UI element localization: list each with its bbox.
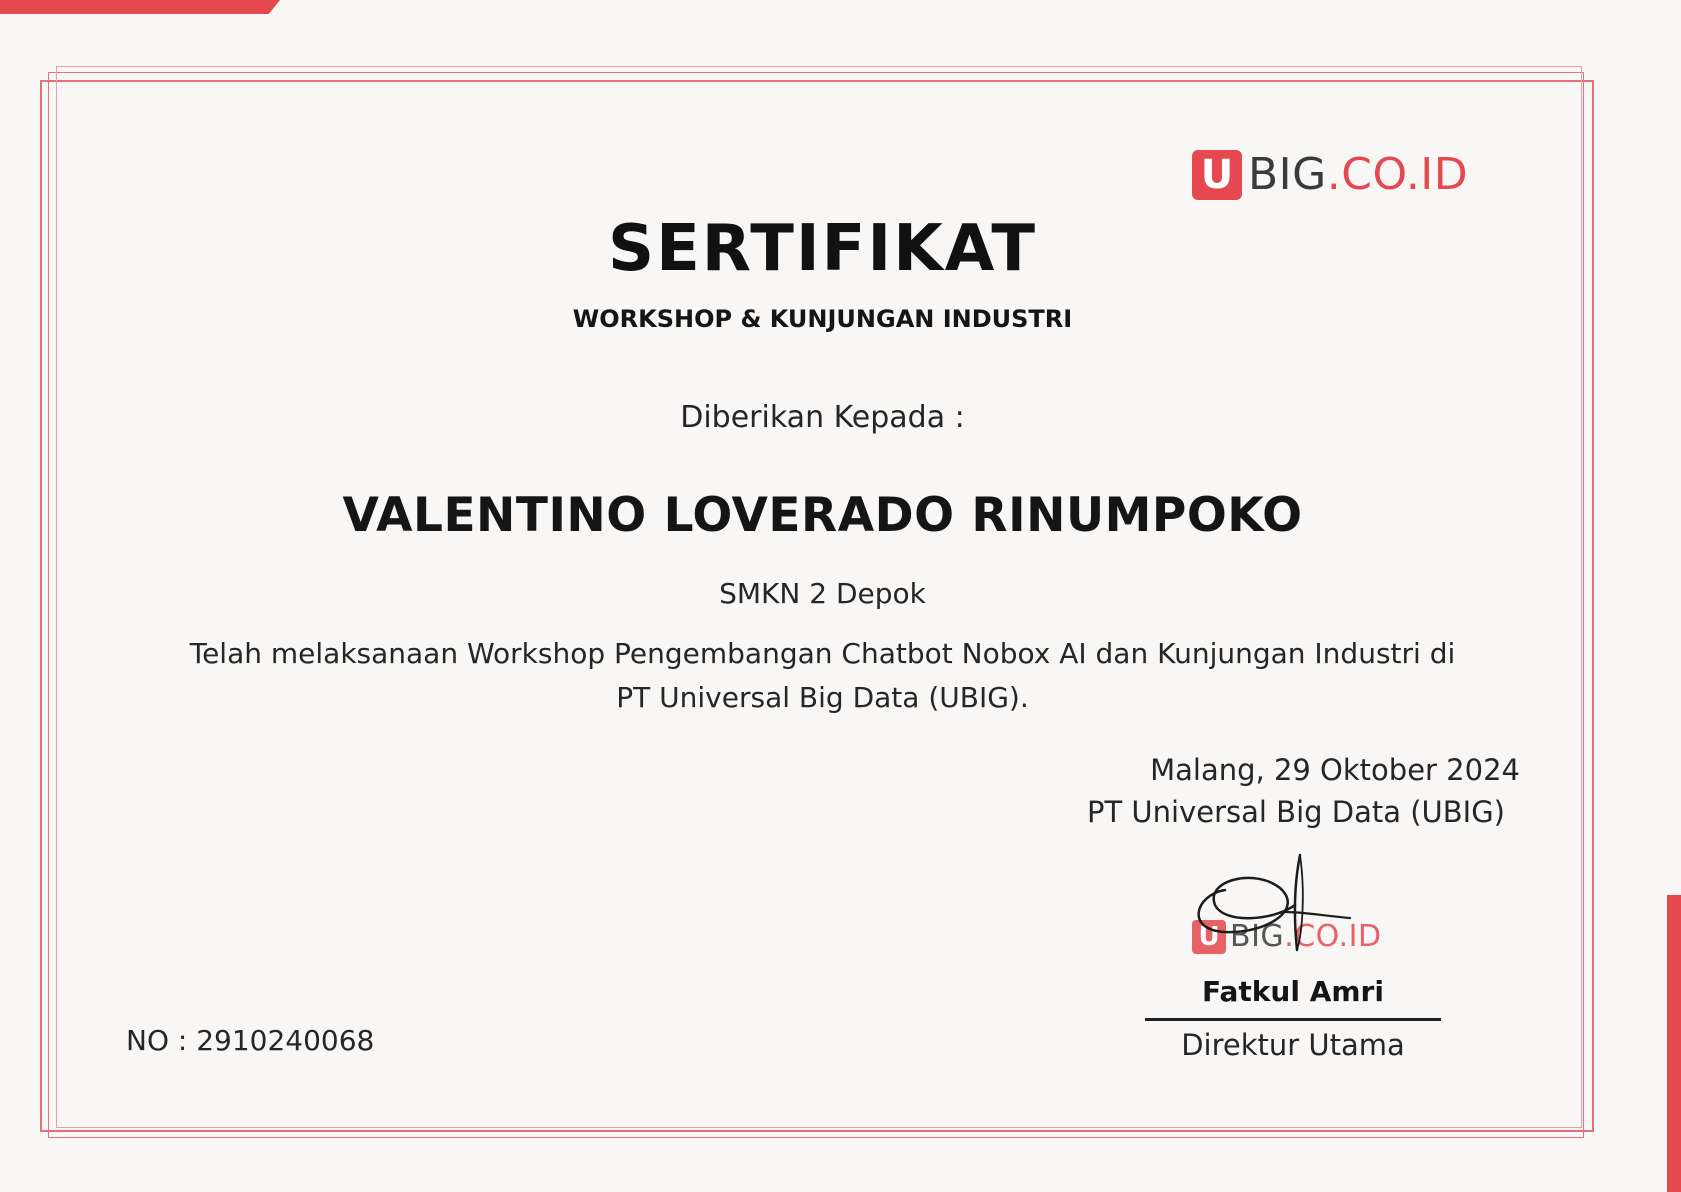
certificate-title: SERTIFIKAT — [607, 212, 1038, 286]
stamp-domain-text: .CO.ID — [1284, 919, 1382, 954]
place-date: Malang, 29 Oktober 2024 — [1150, 753, 1520, 787]
certificate-description — [100, 632, 1545, 720]
issuer-company: PT Universal Big Data (UBIG) — [1087, 795, 1505, 829]
logo-big-text: BIG — [1248, 149, 1327, 200]
recipient-school: SMKN 2 Depok — [719, 577, 926, 610]
description-line-2: PT Universal Big Data (UBIG). — [616, 681, 1029, 714]
signer-title: Direktur Utama — [1181, 1028, 1405, 1062]
signer-name: Fatkul Amri — [1202, 975, 1384, 1008]
signature-line — [1145, 1018, 1441, 1021]
logo-domain-text: .CO.ID — [1326, 149, 1469, 200]
recipient-name: VALENTINO LOVERADO RINUMPOKO — [342, 488, 1303, 543]
signature-icon — [1185, 850, 1365, 960]
certificate-subtitle: WORKSHOP & KUNJUNGAN INDUSTRI — [572, 305, 1073, 333]
corner-accent-bottom-right — [1667, 895, 1681, 1192]
stamp-big-text: BIG — [1230, 919, 1285, 954]
ubig-logo — [1192, 148, 1468, 202]
logo-wordmark — [1248, 149, 1469, 200]
certificate-number: NO : 2910240068 — [126, 1024, 375, 1057]
corner-accent-top-left — [0, 0, 280, 14]
logo-mark-icon: U — [1192, 150, 1242, 200]
description-line-1: Telah melaksanaan Workshop Pengembangan Chatbot Nobox AI dan Kunjungan Industri di — [189, 637, 1456, 670]
given-to-label: Diberikan Kepada : — [680, 400, 965, 435]
stamp-mark-icon: U — [1192, 920, 1226, 954]
